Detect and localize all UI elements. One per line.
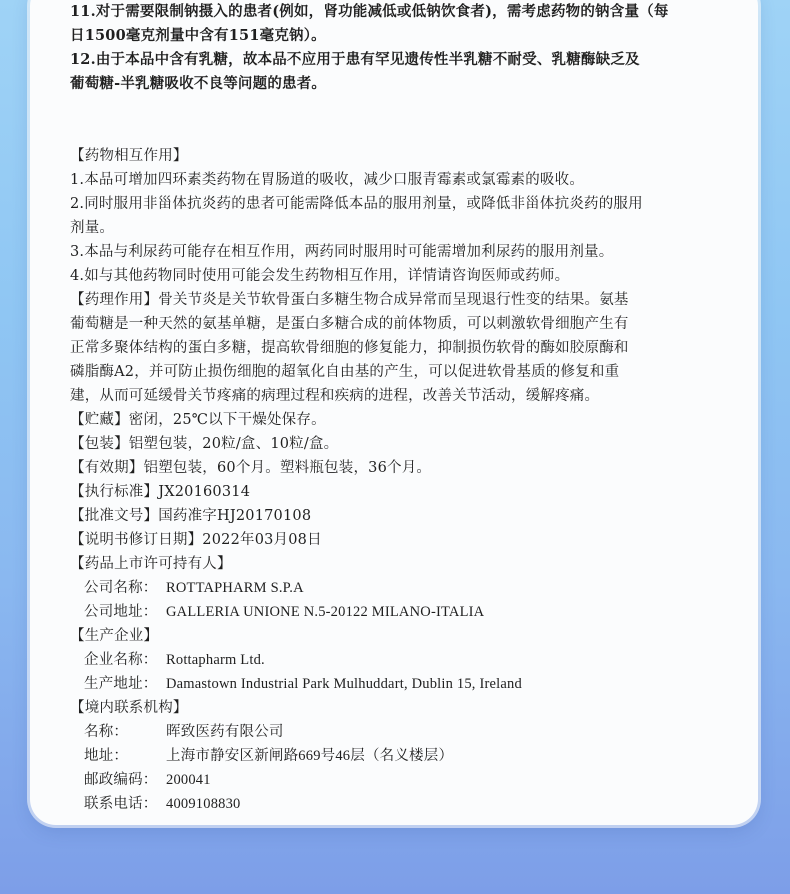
manufacturer-address-label: 生产地址：: [84, 676, 158, 692]
contact-address-label: 地址：: [84, 748, 129, 764]
pharmacology-line5: 建，从而可延缓骨关节疼痛的病理过程和疾病的进程，改善关节活动，缓解疼痛。: [70, 388, 600, 404]
pharmacology-line4: 磷脂酶A2，并可防止损伤细胞的超氧化自由基的产生，可以促进软骨基质的修复和重: [70, 364, 620, 380]
contact-phone-label: 联系电话：: [84, 796, 158, 812]
holder-name: [70, 576, 710, 600]
contact-name-label: 名称：: [84, 724, 129, 740]
pharmacology-line1: 【药理作用】骨关节炎是关节软骨蛋白多糖生物合成异常而呈现退行性变的结果。氨基: [70, 292, 629, 308]
interactions-line1: 1.本品可增加四环素类药物在胃肠道的吸收，减少口服青霉素或氯霉素的吸收。: [70, 172, 585, 188]
leaflet-text: [70, 0, 710, 816]
contact-phone: [70, 792, 710, 816]
standard: 【执行标准】JX20160314: [70, 484, 251, 500]
manufacturer-address-value: Damastown Industrial Park Mulhuddart, Dublin 15, Ireland: [166, 676, 522, 692]
manufacturer-name-label: 企业名称：: [84, 652, 158, 668]
contact-zip: [70, 768, 710, 792]
interactions-line4: 3.本品与利尿药可能存在相互作用，两药同时服用时可能需增加利尿药的服用剂量。: [70, 244, 614, 260]
revision-date: 【说明书修订日期】2022年03月08日: [70, 532, 322, 548]
contact-zip-label: 邮政编码：: [84, 772, 158, 788]
domestic-contact-heading: 【境内联系机构】: [70, 700, 188, 716]
manufacturer-name-value: Rottapharm Ltd.: [166, 652, 265, 668]
contact-zip-value: 200041: [166, 772, 211, 788]
validity: 【有效期】铝塑包装，60个月。塑料瓶包装，36个月。: [70, 460, 432, 476]
package: 【包装】铝塑包装，20粒/盒、10粒/盒。: [70, 436, 339, 452]
precaution-12-line1: 12.由于本品中含有乳糖，故本品不应用于患有罕见遗传性半乳糖不耐受、乳糖酶缺乏及: [70, 51, 640, 68]
manufacturer-name: [70, 648, 710, 672]
pharmacology-line3: 正常多聚体结构的蛋白多糖，提高软骨细胞的修复能力，抑制损伤软骨的酶如胶原酶和: [70, 340, 629, 356]
holder-heading: 【药品上市许可持有人】: [70, 556, 232, 572]
precaution-12-line2: 葡萄糖-半乳糖吸收不良等问题的患者。: [70, 75, 327, 92]
precaution-11-line1: 11.对于需要限制钠摄入的患者(例如，肾功能减低或低钠饮食者)，需考虑药物的钠含量（每: [70, 3, 669, 20]
precaution-11-line2: 日1500毫克剂量中含有151毫克钠）。: [70, 27, 326, 44]
holder-address-value: GALLERIA UNIONE N.5-20122 MILANO-ITALIA: [166, 604, 485, 620]
approval-number: 【批准文号】国药准字HJ20170108: [70, 508, 312, 524]
manufacturer-address: [70, 672, 710, 696]
holder-name-label: 公司名称：: [84, 580, 158, 596]
contact-phone-value: 4009108830: [166, 796, 241, 812]
holder-name-value: ROTTAPHARM S.P.A: [166, 580, 304, 596]
interactions-line3: 剂量。: [70, 220, 115, 236]
interactions-line2: 2.同时服用非甾体抗炎药的患者可能需降低本品的服用剂量，或降低非甾体抗炎药的服用: [70, 196, 643, 212]
pharmacology-line2: 葡萄糖是一种天然的氨基单糖，是蛋白多糖合成的前体物质，可以刺激软骨细胞产生有: [70, 316, 629, 332]
holder-address-label: 公司地址：: [84, 604, 158, 620]
manufacturer-heading: 【生产企业】: [70, 628, 159, 644]
holder-address: [70, 600, 710, 624]
contact-name-value: 晖致医药有限公司: [166, 724, 284, 740]
storage: 【贮藏】密闭，25℃以下干燥处保存。: [70, 412, 326, 428]
interactions-heading: 【药物相互作用】: [70, 148, 188, 164]
contact-address: [70, 744, 710, 768]
contact-address-value: 上海市静安区新闸路669号46层（名义楼层）: [166, 748, 454, 764]
interactions-line5: 4.如与其他药物同时使用可能会发生药物相互作用，详情请咨询医师或药师。: [70, 268, 570, 284]
contact-name: [70, 720, 710, 744]
